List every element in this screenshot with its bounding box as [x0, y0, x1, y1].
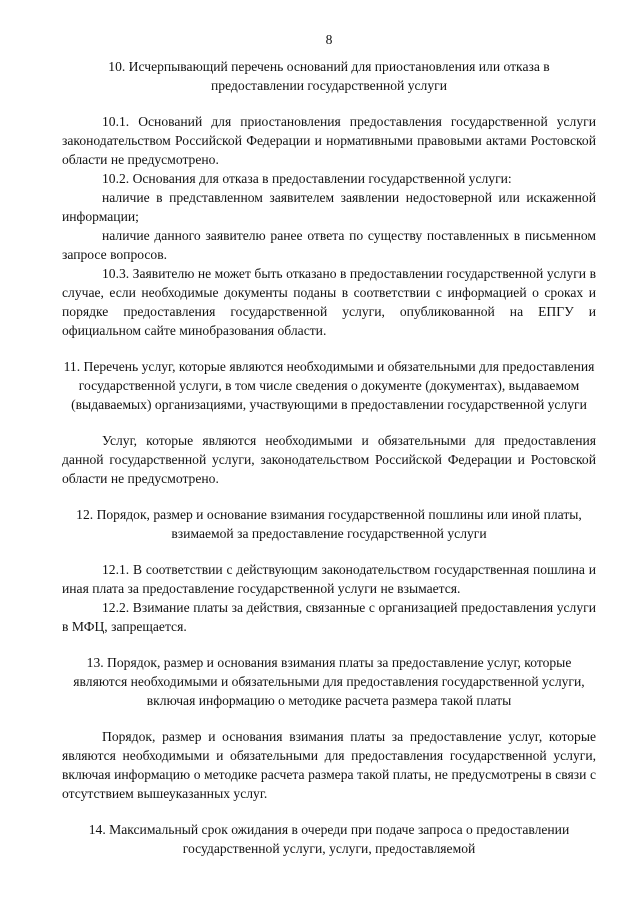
- section-14-heading: 14. Максимальный срок ожидания в очереди при подаче запроса о предоставлении государственной услуги, услуги, предоставляемой: [88, 822, 570, 856]
- paragraph-10-3: 10.3. Заявителю не может быть отказано в предоставлении государственной услуги в случае, если необходимые документы поданы в соответствии с информацией о сроках и порядке предоставления государственной услуги, опубликованной на ЕПГУ и официальном сайте минобразования области.: [62, 266, 596, 338]
- page-number: 8: [325, 32, 333, 47]
- paragraph-10-1: 10.1. Оснований для приостановления предоставления государственной услуги законодательством Российской Федерации и нормативными правовыми актами Ростовской области не предусмотрено.: [62, 114, 596, 167]
- section-11-heading: 11. Перечень услуг, которые являются необходимыми и обязательными для предоставления государственной услуги, в том числе сведения о документе (документах), выдаваемом (выдаваемых) организациями, участвующими в предоставлении государственной услуги: [63, 359, 595, 412]
- paragraph-10-2: 10.2. Основания для отказа в предоставлении государственной услуги:: [102, 171, 512, 186]
- section-13-heading: 13. Порядок, размер и основания взимания платы за предоставление услуг, которые являются необходимыми и обязательными для предоставления государственной услуги, включая информацию о методике расчета размера такой платы: [73, 655, 585, 708]
- paragraph-10-2-item-2: наличие данного заявителю ранее ответа по существу поставленных в письменном запросе вопросов.: [62, 228, 596, 262]
- paragraph-12-2: 12.2. Взимание платы за действия, связанные с организацией предоставления услуги в МФЦ, запрещается.: [62, 600, 596, 634]
- paragraph-13: Порядок, размер и основания взимания платы за предоставление услуг, которые являются необходимыми и обязательными для предоставления государственной услуги, включая информацию о методике расчета размера такой платы, не предусмотрены в связи с отсутствием вышеуказанных услуг.: [62, 729, 596, 801]
- section-12-heading: 12. Порядок, размер и основание взимания государственной пошлины или иной платы, взимаемой за предоставление государственной услуги: [76, 507, 582, 541]
- paragraph-10-2-item-1: наличие в представленном заявителем заявлении недостоверной или искаженной информации;: [62, 190, 596, 224]
- paragraph-11: Услуг, которые являются необходимыми и обязательными для предоставления данной государственной услуги, законодательством Российской Федерации и Ростовской области не предусмотрено.: [62, 433, 596, 486]
- paragraph-12-1: 12.1. В соответствии с действующим законодательством государственная пошлина и иная плата за предоставление государственной услуги не взымается.: [62, 562, 596, 596]
- section-10-heading: 10. Исчерпывающий перечень оснований для приостановления или отказа в предоставлении государственной услуги: [108, 59, 550, 93]
